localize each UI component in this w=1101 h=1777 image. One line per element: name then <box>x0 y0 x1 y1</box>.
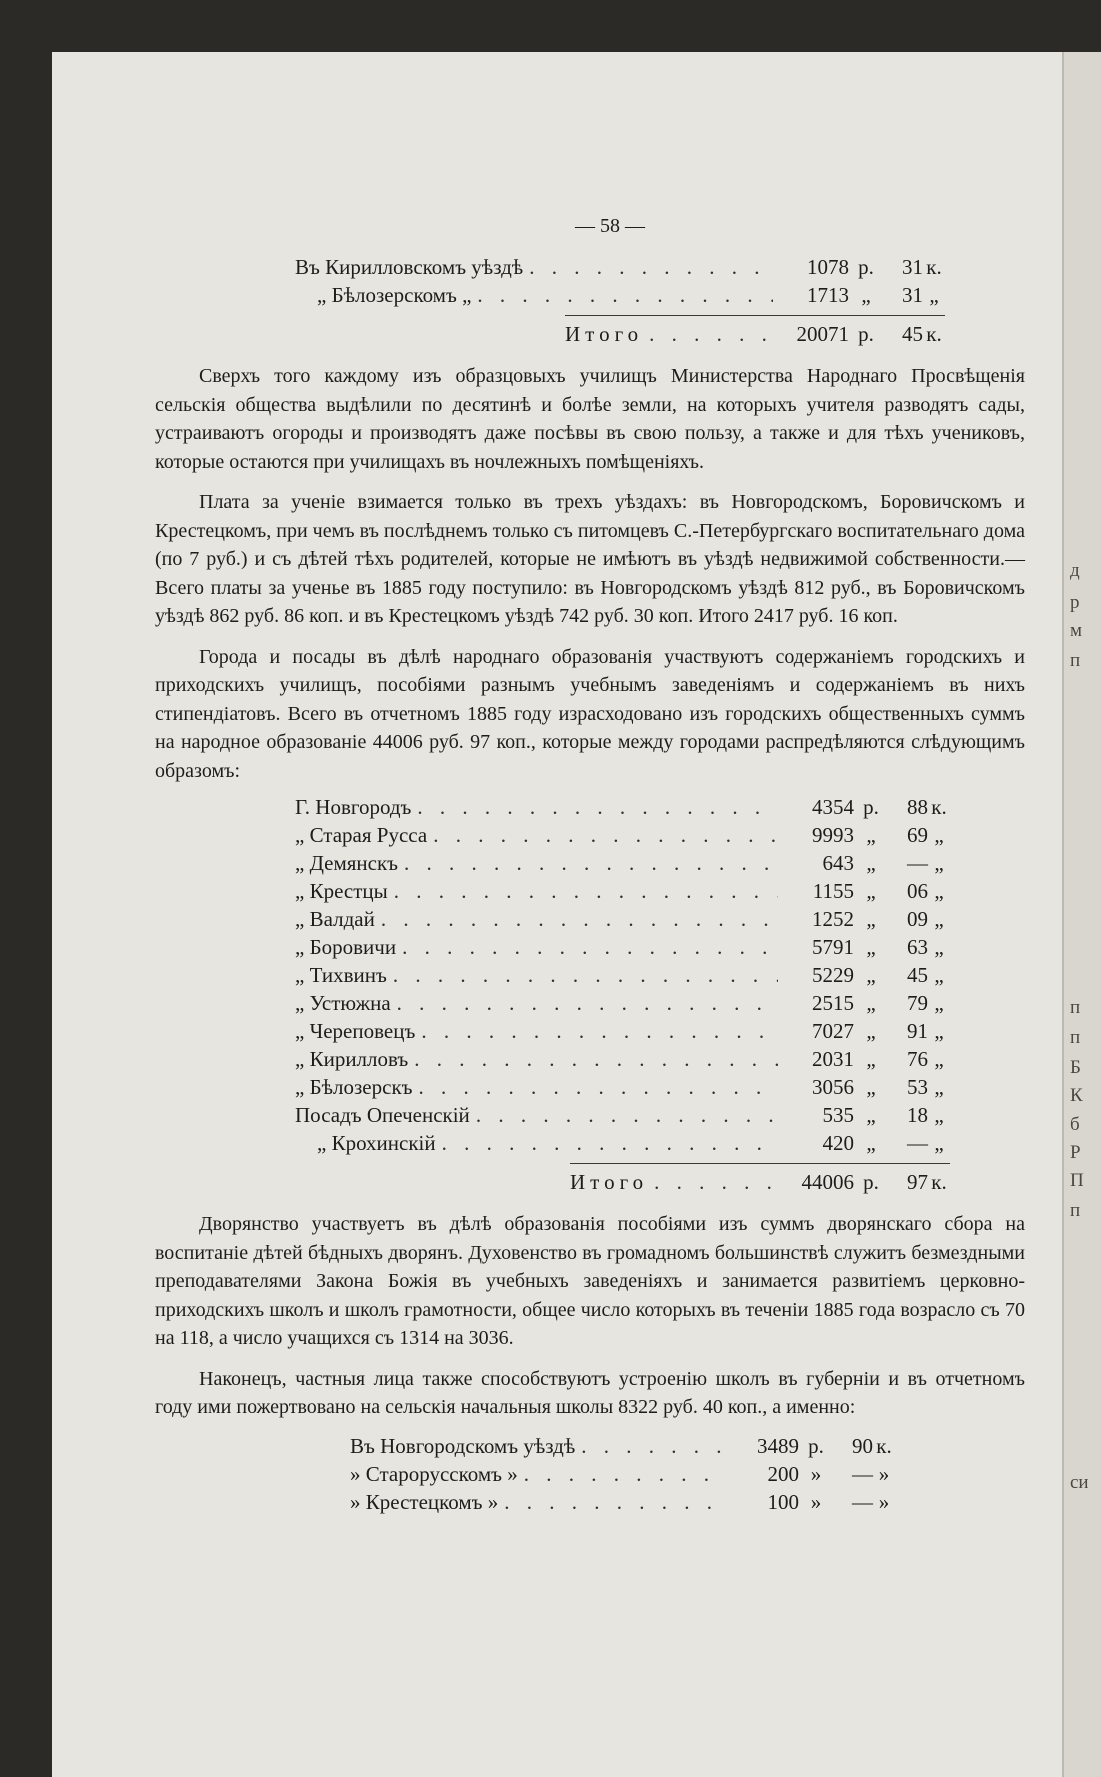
page-number: — 58 — <box>575 215 645 237</box>
row-rubles: 643 <box>822 851 854 875</box>
row-rubles: 3489 <box>757 1433 799 1458</box>
row-rub-unit: „ <box>866 1019 876 1043</box>
edge-fragment: п <box>1070 650 1081 671</box>
table-row <box>295 283 945 311</box>
row-kop-unit: „ <box>934 1131 944 1155</box>
row-rubles: 1252 <box>812 907 854 931</box>
leader-dots <box>581 1434 723 1459</box>
total-rubles: 44006 <box>801 1170 854 1194</box>
row-kopecks: 31 <box>902 283 923 307</box>
page-content <box>155 215 1025 1518</box>
row-label: » Старорусскомъ » <box>350 1461 518 1486</box>
leader-dots <box>477 283 773 308</box>
leader-dots <box>414 1047 778 1072</box>
row-kopecks: — <box>907 851 928 875</box>
paragraph-private: Наконецъ, частныя лица также способствуютъ устроенію школъ въ губерніи и въ отчетномъ году ими пожертвовано на сельскія начальныя школы 8322 руб. 40 коп., а именно: <box>155 1367 1025 1418</box>
row-rub-unit: „ <box>866 963 876 987</box>
row-rubles: 9993 <box>812 823 854 847</box>
table-row <box>295 795 950 823</box>
total-kopecks: 97 <box>907 1170 928 1194</box>
row-kopecks: 09 <box>907 907 928 931</box>
row-rub-unit: „ <box>866 851 876 875</box>
row-rub-unit: „ <box>866 879 876 903</box>
paragraph-nobility: Дворянство участвуетъ въ дѣлѣ образованія пособіями изъ суммъ дворянскаго сбора на воспитаніе дѣтей бѣдныхъ дворянъ. Духовенство въ громадномъ большинствѣ служитъ безмездными преподавателями Закона Божія въ учебныхъ заведеніяхъ и занимается развитіемъ церковно-приходскихъ школъ и школъ грамотности, общее число которыхъ въ теченіи 1885 года возрасло съ 70 на 118, а число учащихся съ 1314 на 3036. <box>155 1213 1025 1349</box>
row-label: „ Бѣлозерскъ <box>295 1075 413 1099</box>
paragraph-towns: Города и посады въ дѣлѣ народнаго образованія участвуютъ содержаніемъ городскихъ и приходскихъ училищъ, пособіями разнымъ учебнымъ заведеніямъ и содержаніемъ въ нихъ стипендіатовъ. Всего въ отчетномъ 1885 году израсходовано изъ городскихъ общественныхъ суммъ на народное образованіе 44006 руб. 97 коп., которые между городами распредѣляются слѣдующимъ образомъ: <box>155 645 1025 782</box>
row-rub-unit: р. <box>858 255 874 279</box>
row-kopecks: 53 <box>907 1075 928 1099</box>
row-rub-unit: „ <box>866 1131 876 1155</box>
total-rub-unit: р. <box>863 1170 879 1194</box>
row-rub-unit: » <box>810 1489 822 1514</box>
row-kop-unit: к. <box>876 1433 892 1458</box>
total-rule <box>570 1163 950 1164</box>
table-row <box>295 991 950 1019</box>
row-rubles: 3056 <box>812 1075 854 1099</box>
row-rubles: 5791 <box>812 935 854 959</box>
row-kopecks: 63 <box>907 935 928 959</box>
leader-dots <box>394 879 778 904</box>
row-label: „ Тихвинъ <box>295 963 387 987</box>
paragraph-tuition: Плата за ученіе взимается только въ трехъ уѣздахъ: въ Новгородскомъ, Боровичскомъ и Крестецкомъ, при чемъ въ послѣднемъ только съ питомцевъ С.-Петербургскаго воспитательнаго дома (по 7 руб.) и съ дѣтей тѣхъ родителей, которые не имѣютъ въ уѣздѣ недвижимой собственности.—Всего платы за ученье въ 1885 году поступило: въ Новгородскомъ уѣздѣ 812 руб., въ Боровичскомъ уѣздѣ 862 руб. 86 коп. и въ Крестецкомъ уѣздѣ 742 руб. 30 коп. Итого 2417 руб. 16 коп. <box>155 491 1025 627</box>
row-label: Въ Новгородскомъ уѣздѣ <box>350 1433 576 1458</box>
row-label: Въ Кирилловскомъ уѣздѣ <box>295 255 524 279</box>
row-label: „ Крестцы <box>295 879 388 903</box>
row-rub-unit: „ <box>866 1075 876 1099</box>
leader-dots <box>393 963 778 988</box>
row-rub-unit: „ <box>866 823 876 847</box>
row-kopecks: 69 <box>907 823 928 847</box>
row-kop-unit: „ <box>934 851 944 875</box>
row-label: » Крестецкомъ » <box>350 1489 499 1514</box>
row-rub-unit: » <box>810 1461 822 1486</box>
total-label: Итого <box>570 1170 649 1194</box>
edge-fragment: д <box>1070 560 1080 581</box>
row-rubles: 2515 <box>812 991 854 1015</box>
total-rubles: 20071 <box>796 322 849 346</box>
leader-dots <box>421 1019 778 1044</box>
row-rub-unit: р. <box>863 795 879 819</box>
total-row <box>295 1170 950 1198</box>
row-rubles: 200 <box>767 1461 799 1486</box>
row-label: „ Боровичи <box>295 935 397 959</box>
row-rubles: 1713 <box>807 283 849 307</box>
row-kop-unit: „ <box>934 879 944 903</box>
leader-dots <box>381 907 778 932</box>
table-row <box>350 1490 895 1518</box>
row-label: „ Старая Русса <box>295 823 428 847</box>
row-rubles: 535 <box>822 1103 854 1127</box>
row-rub-unit: „ <box>861 283 871 307</box>
edge-fragment: б <box>1070 1114 1080 1135</box>
edge-fragment: Р <box>1070 1142 1081 1163</box>
paragraph-land: Сверхъ того каждому изъ образцовыхъ училищъ Министерства Народнаго Просвѣщенія сельскія общества выдѣлили по десятинѣ и болѣе земли, на которыхъ учителя разводятъ сады, устраиваютъ огороды и производятъ даже посѣвы въ свою пользу, а также и для тѣхъ учениковъ, которые остаются при училищахъ въ ночлежныхъ помѣщеніяхъ. <box>155 365 1025 473</box>
row-rub-unit: „ <box>866 1047 876 1071</box>
row-kop-unit: „ <box>934 963 944 987</box>
row-kopecks: 31 <box>902 255 923 279</box>
row-kop-unit: „ <box>934 1103 944 1127</box>
row-kopecks: — <box>852 1461 873 1486</box>
row-rub-unit: „ <box>866 907 876 931</box>
row-kop-unit: „ <box>934 1019 944 1043</box>
leader-dots <box>433 823 778 848</box>
table-row <box>295 879 950 907</box>
row-kopecks: — <box>852 1489 873 1514</box>
row-kop-unit: „ <box>934 991 944 1015</box>
leader-dots <box>397 991 778 1016</box>
row-kopecks: 18 <box>907 1103 928 1127</box>
table-row <box>295 935 950 963</box>
total-row <box>295 322 945 350</box>
table-row <box>295 1131 950 1159</box>
row-kop-unit: „ <box>929 283 939 307</box>
leader-dots <box>419 1075 778 1100</box>
total-rule <box>565 315 945 316</box>
edge-fragment: п <box>1070 997 1081 1018</box>
row-rub-unit: „ <box>866 935 876 959</box>
leader-dots <box>654 1170 778 1195</box>
row-label: Посадъ Опеченскій <box>295 1103 470 1127</box>
leader-dots <box>417 795 778 820</box>
row-kopecks: 76 <box>907 1047 928 1071</box>
table-row <box>295 1075 950 1103</box>
uezd-table-top <box>295 255 945 350</box>
row-kop-unit: » <box>878 1489 890 1514</box>
edge-fragment: К <box>1070 1085 1083 1106</box>
table-row <box>295 823 950 851</box>
leader-dots <box>524 1462 723 1487</box>
row-kop-unit: „ <box>934 1075 944 1099</box>
row-kopecks: 88 <box>907 795 928 819</box>
row-kop-unit: „ <box>934 823 944 847</box>
row-kop-unit: „ <box>934 907 944 931</box>
table-row <box>295 1019 950 1047</box>
row-kop-unit: к. <box>926 255 942 279</box>
leader-dots <box>442 1131 778 1156</box>
row-rubles: 1155 <box>812 879 854 903</box>
table-row <box>350 1434 895 1462</box>
row-rub-unit: „ <box>866 991 876 1015</box>
leader-dots <box>476 1103 778 1128</box>
row-kop-unit: „ <box>934 1047 944 1071</box>
total-kopecks: 45 <box>902 322 923 346</box>
row-label: „ Устюжна <box>295 991 391 1015</box>
row-rubles: 4354 <box>812 795 854 819</box>
row-label: „ Кирилловъ <box>295 1047 409 1071</box>
leader-dots <box>529 255 773 280</box>
leader-dots <box>504 1490 723 1515</box>
table-row <box>295 1103 950 1131</box>
edge-fragment: П <box>1070 1170 1084 1191</box>
row-kopecks: 06 <box>907 879 928 903</box>
edge-fragment: п <box>1070 1027 1081 1048</box>
row-rubles: 5229 <box>812 963 854 987</box>
table-row <box>295 851 950 879</box>
row-rubles: 100 <box>767 1489 799 1514</box>
total-kop-unit: к. <box>931 1170 947 1194</box>
edge-fragment: си <box>1070 1472 1089 1493</box>
edge-fragment: Б <box>1070 1057 1081 1078</box>
row-kopecks: 91 <box>907 1019 928 1043</box>
row-label: „ Бѣлозерскомъ „ <box>317 283 472 307</box>
total-rub-unit: р. <box>858 322 874 346</box>
table-row <box>350 1462 895 1490</box>
table-row <box>295 1047 950 1075</box>
adjacent-page-edge <box>1062 52 1101 1777</box>
total-kop-unit: к. <box>926 322 942 346</box>
row-kop-unit: „ <box>934 935 944 959</box>
row-kop-unit: к. <box>931 795 947 819</box>
edge-fragment: м <box>1070 620 1083 641</box>
leader-dots <box>649 322 773 347</box>
towns-table <box>295 795 950 1198</box>
table-row <box>295 907 950 935</box>
leader-dots <box>402 935 778 960</box>
row-kopecks: 79 <box>907 991 928 1015</box>
row-rub-unit: „ <box>866 1103 876 1127</box>
row-label: Г. Новгородъ <box>295 795 412 819</box>
table-row <box>295 963 950 991</box>
row-rubles: 1078 <box>807 255 849 279</box>
row-rubles: 420 <box>822 1131 854 1155</box>
row-label: „ Череповецъ <box>295 1019 416 1043</box>
row-kopecks: 45 <box>907 963 928 987</box>
row-label: „ Крохинскій <box>317 1131 436 1155</box>
total-label: Итого <box>565 322 644 346</box>
row-kopecks: 90 <box>852 1433 873 1458</box>
row-kopecks: — <box>907 1131 928 1155</box>
row-rubles: 7027 <box>812 1019 854 1043</box>
row-kop-unit: » <box>878 1461 890 1486</box>
leader-dots <box>404 851 778 876</box>
row-rub-unit: р. <box>808 1433 824 1458</box>
row-label: „ Демянскъ <box>295 851 399 875</box>
edge-fragment: р <box>1070 592 1080 613</box>
table-row <box>295 255 945 283</box>
row-rubles: 2031 <box>812 1047 854 1071</box>
row-label: „ Валдай <box>295 907 375 931</box>
edge-fragment: п <box>1070 1200 1081 1221</box>
donations-table <box>350 1434 895 1518</box>
